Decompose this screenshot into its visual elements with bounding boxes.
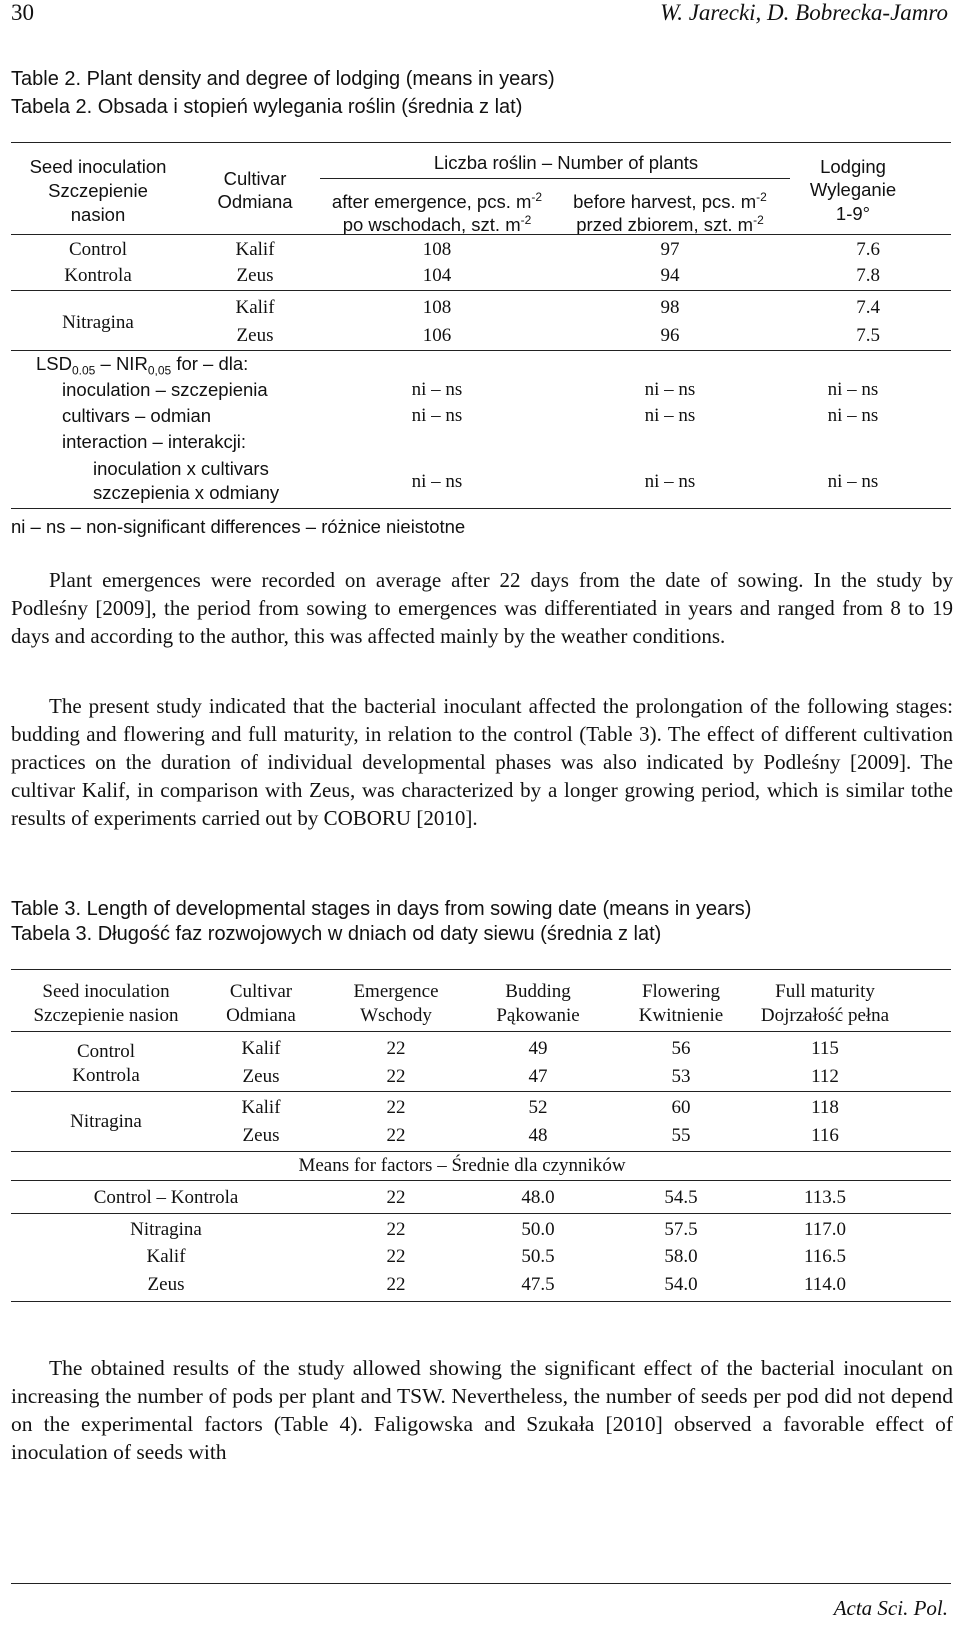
journal-footer: Acta Sci. Pol. — [833, 1596, 948, 1620]
t3-mean-emergence: 22 — [386, 1187, 406, 1208]
t3-mean-flowering: 54.5 — [664, 1187, 698, 1208]
t3-mean-label: Kalif — [146, 1246, 186, 1267]
t2-lsd-ixc-1: inoculation x cultivars — [93, 458, 269, 479]
table3-means-sep-rule — [11, 1213, 951, 1214]
t3-mean-emergence: 22 — [386, 1246, 406, 1267]
table3-bottom-rule — [11, 1301, 951, 1302]
t2-head-seed-2: Szczepienie — [48, 180, 148, 201]
t2-ns-cell: ni – ns — [644, 379, 696, 400]
t2-lsd-inoculation: inoculation – szczepienia — [62, 379, 268, 400]
table2-mid-rule — [11, 290, 951, 291]
table2-bottom-rule — [11, 508, 951, 509]
t3-cell-emergence: 22 — [386, 1097, 406, 1118]
t3-cell-cultivar: Zeus — [242, 1125, 280, 1146]
body-paragraph-1: Plant emergences were recorded on average after 22 days from the date of sowing. In the study by Podleśny [2009], the period from sowing to emergences was differentiated in years and ranged from 8 to 19 days and according to the author, this was affected mainly by the weather conditions. — [11, 568, 953, 648]
t3-means-title: Means for factors – Średnie dla czynników — [298, 1155, 626, 1176]
t2-head-before-1: before harvest, pcs. $m^{-2}$ — [573, 190, 767, 213]
t2-cell-before: 98 — [660, 297, 680, 318]
t2-head-before-2: przed zbiorem, szt. $m^{-2}$ — [576, 213, 764, 236]
t2-cell-after: 108 — [422, 297, 452, 318]
table3-means-rule — [11, 1151, 951, 1152]
t3-head-full-maturity-1: Full maturity — [775, 981, 875, 1002]
t3-mean-label: Control – Kontrola — [93, 1187, 239, 1208]
t2-ns-cell: ni – ns — [644, 405, 696, 426]
footer-rule — [11, 1583, 951, 1584]
t3-cell-full-maturity: 112 — [811, 1066, 839, 1087]
t2-lsd-cultivars: cultivars – odmian — [62, 405, 212, 426]
table2-top-rule — [11, 142, 951, 143]
t2-footnote: ni – ns – non-significant differences – różnice nieistotne — [11, 516, 466, 537]
t3-mean-budding: 50.5 — [521, 1246, 555, 1267]
t3-head-seed-1: Seed inoculation — [42, 981, 170, 1002]
t3-head-cultivar-1: Cultivar — [229, 981, 293, 1002]
t2-group-nitragina: Nitragina — [62, 312, 134, 333]
t3-group-control-pl: Kontrola — [72, 1065, 140, 1086]
t2-cell-lodging: 7.4 — [856, 297, 880, 318]
t3-cell-full-maturity: 118 — [811, 1097, 839, 1118]
t2-ns-cell: ni – ns — [411, 379, 463, 400]
t2-head-seed-1: Seed inoculation — [29, 156, 167, 177]
t3-mean-full-maturity: 114.0 — [803, 1274, 847, 1295]
t3-head-budding-1: Budding — [505, 981, 571, 1002]
t2-head-after-2: po wschodach, szt. $m^{-2}$ — [342, 213, 532, 236]
t2-ns-cell: ni – ns — [411, 471, 463, 492]
t2-cell-after: 104 — [422, 265, 452, 286]
t2-head-lodging-1: Lodging — [820, 156, 886, 177]
table3-means-title-rule — [11, 1180, 951, 1181]
table3-caption-pl: Tabela 3. Długość faz rozwojowych w dniach od daty siewu (średnia z lat) — [11, 923, 662, 945]
table2-lsd-rule — [11, 350, 951, 351]
t3-mean-emergence: 22 — [386, 1219, 406, 1240]
t2-ns-cell: ni – ns — [411, 405, 463, 426]
t3-cell-full-maturity: 116 — [811, 1125, 839, 1146]
table3-header-rule — [11, 1031, 951, 1032]
t3-cell-flowering: 55 — [671, 1125, 691, 1146]
t3-mean-emergence: 22 — [386, 1274, 406, 1295]
t3-cell-cultivar: Zeus — [242, 1066, 280, 1087]
t3-mean-flowering: 58.0 — [664, 1246, 698, 1267]
t3-cell-flowering: 53 — [671, 1066, 691, 1087]
t3-cell-budding: 47 — [528, 1066, 548, 1087]
t2-cell-before: 96 — [660, 325, 680, 346]
t2-head-after-1: after emergence, pcs. $m^{-2}$ — [331, 190, 543, 213]
t2-subhead-rule — [320, 178, 790, 179]
table3-caption-en: Table 3. Length of developmental stages in days from sowing date (means in years) — [11, 898, 752, 920]
t2-cell-cultivar: Zeus — [236, 265, 274, 286]
t2-lsd-interaction: interaction – interakcji: — [62, 431, 247, 452]
t3-head-emergence-2: Wschody — [360, 1005, 432, 1026]
t2-cell-cultivar: Kalif — [235, 239, 275, 260]
t3-mean-full-maturity: 117.0 — [803, 1219, 847, 1240]
t2-ns-cell: ni – ns — [827, 471, 879, 492]
table2-caption-pl: Tabela 2. Obsada i stopień wylegania roślin (średnia z lat) — [11, 96, 523, 118]
t3-cell-budding: 49 — [528, 1038, 548, 1059]
t2-cell-after: 106 — [422, 325, 452, 346]
t3-cell-budding: 52 — [528, 1097, 548, 1118]
t2-cell-before: 94 — [660, 265, 680, 286]
t3-head-flowering-2: Kwitnienie — [638, 1005, 724, 1026]
t3-cell-cultivar: Kalif — [241, 1097, 281, 1118]
t2-cell-cultivar: Zeus — [236, 325, 274, 346]
table3-mid-rule — [11, 1091, 951, 1092]
t3-group-nitragina: Nitragina — [70, 1111, 142, 1132]
t2-group-control-pl: Kontrola — [64, 265, 132, 286]
t3-head-budding-2: Pąkowanie — [496, 1005, 580, 1026]
t2-cell-lodging: 7.8 — [856, 265, 880, 286]
t3-cell-emergence: 22 — [386, 1066, 406, 1087]
t2-lsd-label: $LSD_{0.05} - NIR_{0,05}$ for – dla: — [36, 353, 249, 378]
t3-mean-budding: 50.0 — [521, 1219, 555, 1240]
t3-mean-flowering: 57.5 — [664, 1219, 698, 1240]
t3-head-cultivar-2: Odmiana — [226, 1005, 296, 1026]
t2-head-cultivar-2: Odmiana — [217, 191, 293, 212]
t2-cell-cultivar: Kalif — [235, 297, 275, 318]
t2-group-control-en: Control — [68, 239, 128, 260]
t3-head-full-maturity-2: Dojrzałość pełna — [760, 1005, 890, 1026]
t3-mean-label: Nitragina — [130, 1219, 202, 1240]
t2-cell-lodging: 7.6 — [856, 239, 880, 260]
t3-group-control-en: Control — [76, 1041, 136, 1062]
t2-head-lodging-3: 1-9° — [835, 203, 871, 224]
t2-cell-after: 108 — [422, 239, 452, 260]
t3-cell-cultivar: Kalif — [241, 1038, 281, 1059]
t3-cell-emergence: 22 — [386, 1125, 406, 1146]
t2-head-lodging-2: Wyleganie — [809, 179, 897, 200]
t3-mean-full-maturity: 113.5 — [803, 1187, 847, 1208]
t2-head-number-of-plants: Liczba roślin – Number of plants — [433, 152, 699, 173]
page-number: 30 — [11, 0, 34, 25]
t3-cell-flowering: 56 — [671, 1038, 691, 1059]
t2-lsd-ixc-2: szczepienia x odmiany — [93, 482, 280, 503]
t2-head-seed-3: nasion — [70, 204, 126, 225]
t3-head-seed-2: Szczepienie nasion — [33, 1005, 179, 1026]
t3-mean-flowering: 54.0 — [664, 1274, 698, 1295]
t3-cell-flowering: 60 — [671, 1097, 691, 1118]
t2-ns-cell: ni – ns — [827, 405, 879, 426]
t3-head-flowering-1: Flowering — [641, 981, 721, 1002]
t3-mean-budding: 47.5 — [521, 1274, 555, 1295]
t3-mean-label: Zeus — [147, 1274, 185, 1295]
t2-ns-cell: ni – ns — [644, 471, 696, 492]
body-paragraph-2: The present study indicated that the bacterial inoculant affected the prolongation of the following stages: budding and flowering and full maturity, in relation to the control (Table 3). The effect of different cultivation practices on the duration of individual developmental phases was also indicated by Podleśny [2009]. The cultivar Kalif, in comparison with Zeus, was characterized by a longer growing period, which is similar tothe results of experiments carried out by COBORU [2010]. — [11, 694, 953, 830]
t3-mean-full-maturity: 116.5 — [803, 1246, 847, 1267]
t3-mean-budding: 48.0 — [521, 1187, 555, 1208]
t3-head-emergence-1: Emergence — [353, 981, 439, 1002]
table3-top-rule — [11, 969, 951, 970]
t2-head-cultivar-1: Cultivar — [223, 168, 287, 189]
table2-header-rule — [11, 234, 951, 235]
t3-cell-emergence: 22 — [386, 1038, 406, 1059]
t3-cell-budding: 48 — [528, 1125, 548, 1146]
table2-caption-en: Table 2. Plant density and degree of lodging (means in years) — [11, 68, 555, 90]
t3-cell-full-maturity: 115 — [811, 1038, 839, 1059]
body-paragraph-3: The obtained results of the study allowed showing the significant effect of the bacterial inoculant on increasing the number of pods per plant and TSW. Nevertheless, the number of seeds per pod did not depend on the experimental factors (Table 4). Faligowska and Szukała [2010] observed a favorable effect of inoculation of seeds with — [11, 1356, 953, 1464]
t2-ns-cell: ni – ns — [827, 379, 879, 400]
t2-cell-lodging: 7.5 — [856, 325, 880, 346]
t2-cell-before: 97 — [660, 239, 680, 260]
running-header-authors: W. Jarecki, D. Bobrecka-Jamro — [660, 0, 948, 25]
